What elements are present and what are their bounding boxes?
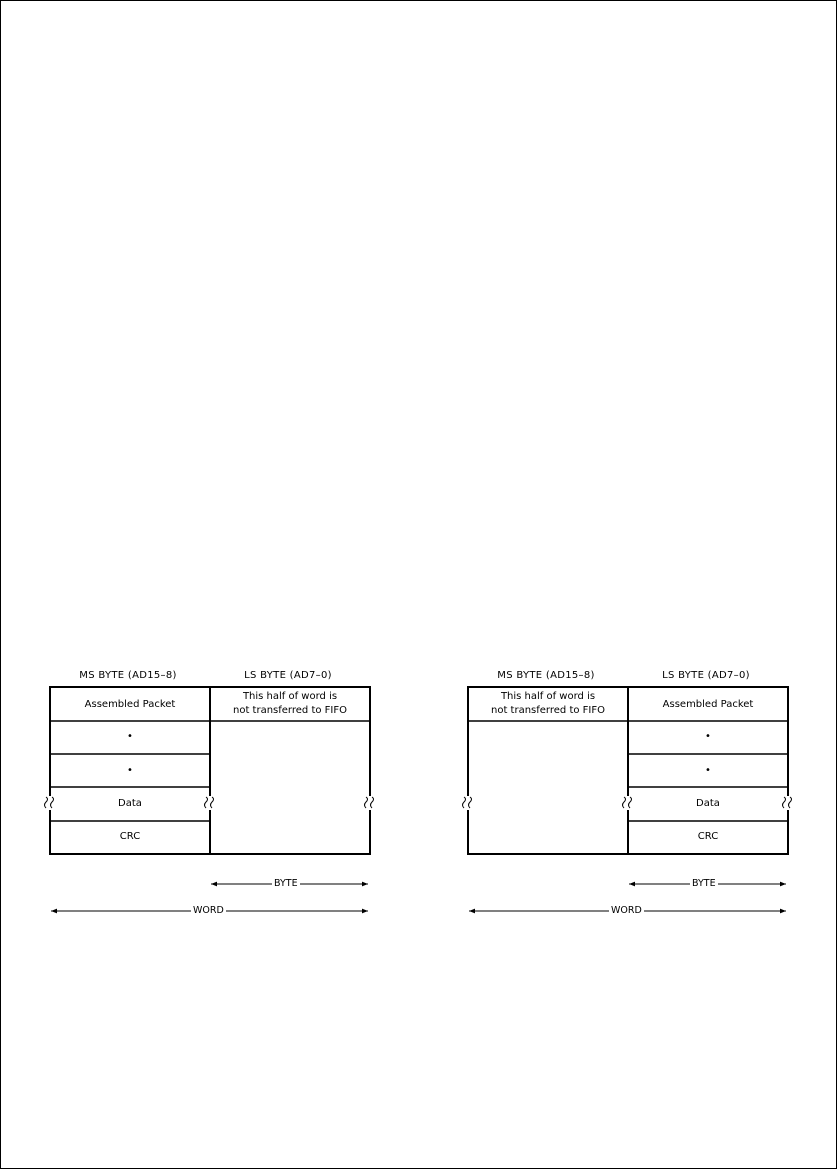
figure-ms-byte-packet xyxy=(44,668,374,928)
cell-ellipsis-dot: • xyxy=(705,765,711,776)
cell-ellipsis-dot: • xyxy=(127,765,133,776)
cell-assembled-packet: Assembled Packet xyxy=(84,699,176,710)
byte-label: BYTE xyxy=(274,878,298,889)
byte-label: BYTE xyxy=(692,878,716,889)
cell-assembled-packet: Assembled Packet xyxy=(662,699,754,710)
ls-byte-header: LS BYTE (AD7–0) xyxy=(244,670,332,681)
figure-ls-byte-packet xyxy=(462,668,792,928)
cell-ellipsis-dot: • xyxy=(705,731,711,742)
ms-byte-header: MS BYTE (AD15–8) xyxy=(79,670,177,681)
not-transferred-note-line-2: not transferred to FIFO xyxy=(491,705,605,716)
word-label: WORD xyxy=(193,905,224,916)
not-transferred-note-line-1: This half of word is xyxy=(500,691,596,702)
not-transferred-note-line-2: not transferred to FIFO xyxy=(233,705,347,716)
ls-byte-header: LS BYTE (AD7–0) xyxy=(662,670,750,681)
cell-data: Data xyxy=(696,798,720,809)
cell-crc: CRC xyxy=(119,831,141,842)
ms-byte-header: MS BYTE (AD15–8) xyxy=(497,670,595,681)
not-transferred-note-line-1: This half of word is xyxy=(242,691,338,702)
cell-crc: CRC xyxy=(697,831,719,842)
cell-ellipsis-dot: • xyxy=(127,731,133,742)
cell-data: Data xyxy=(118,798,142,809)
word-label: WORD xyxy=(611,905,642,916)
